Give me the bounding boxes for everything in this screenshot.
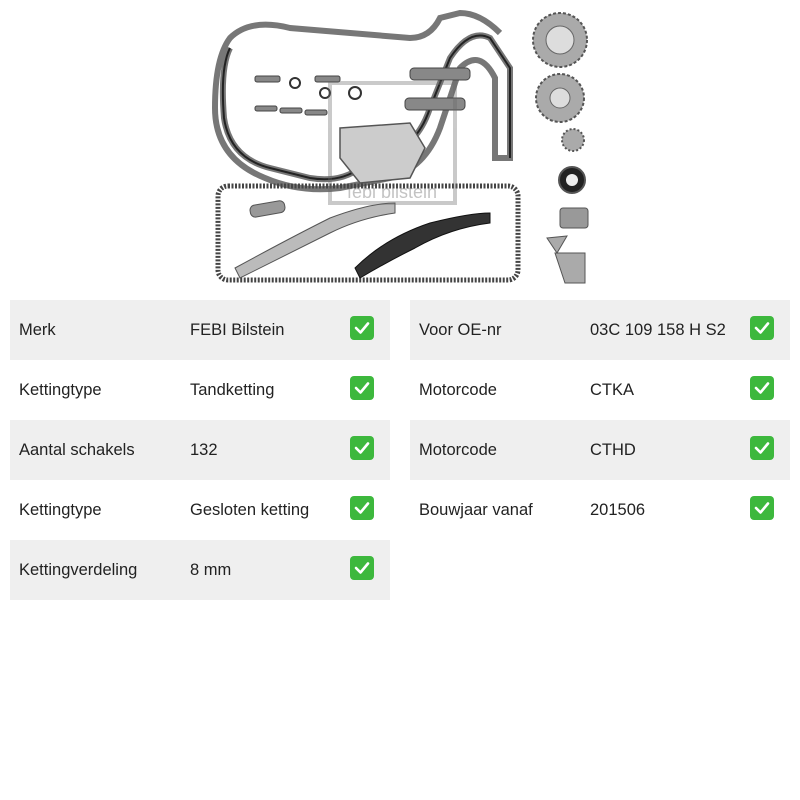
spec-row bbox=[410, 480, 790, 540]
spec-row bbox=[10, 420, 390, 480]
spec-row bbox=[10, 480, 390, 540]
check-icon bbox=[750, 316, 774, 340]
spec-value: 201506 bbox=[590, 500, 646, 519]
spec-label: Aantal schakels bbox=[19, 440, 135, 459]
spec-row bbox=[410, 420, 790, 480]
spec-label: Motorcode bbox=[419, 440, 497, 459]
spec-row bbox=[10, 300, 390, 360]
spec-table-left bbox=[10, 300, 390, 600]
spec-value: 132 bbox=[190, 440, 218, 459]
check-icon bbox=[350, 436, 374, 460]
spec-value: 03C 109 158 H S2 bbox=[590, 320, 726, 339]
timing-chain-kit-image bbox=[210, 8, 610, 290]
spec-label: Motorcode bbox=[419, 380, 497, 399]
spec-row bbox=[410, 360, 790, 420]
spec-table-right bbox=[410, 300, 790, 540]
spec-value: CTHD bbox=[590, 440, 636, 459]
check-icon bbox=[350, 316, 374, 340]
check-icon bbox=[750, 436, 774, 460]
spec-label: Voor OE-nr bbox=[419, 320, 502, 339]
spec-label: Kettingtype bbox=[19, 500, 102, 519]
spec-value: CTKA bbox=[590, 380, 635, 399]
spec-label: Merk bbox=[19, 320, 56, 339]
spec-label: Bouwjaar vanaf bbox=[419, 500, 533, 519]
spec-row bbox=[10, 540, 390, 600]
watermark-text: febi bilstein bbox=[346, 182, 438, 202]
spec-label: Kettingverdeling bbox=[19, 560, 138, 579]
check-icon bbox=[750, 376, 774, 400]
spec-value: Gesloten ketting bbox=[190, 500, 310, 519]
spec-row bbox=[10, 360, 390, 420]
check-icon bbox=[350, 376, 374, 400]
spec-value: Tandketting bbox=[190, 380, 275, 399]
spec-value: FEBI Bilstein bbox=[190, 320, 285, 339]
check-icon bbox=[350, 496, 374, 520]
spec-label: Kettingtype bbox=[19, 380, 102, 399]
spec-value: 8 mm bbox=[190, 560, 232, 579]
spec-row bbox=[410, 300, 790, 360]
check-icon bbox=[350, 556, 374, 580]
check-icon bbox=[750, 496, 774, 520]
